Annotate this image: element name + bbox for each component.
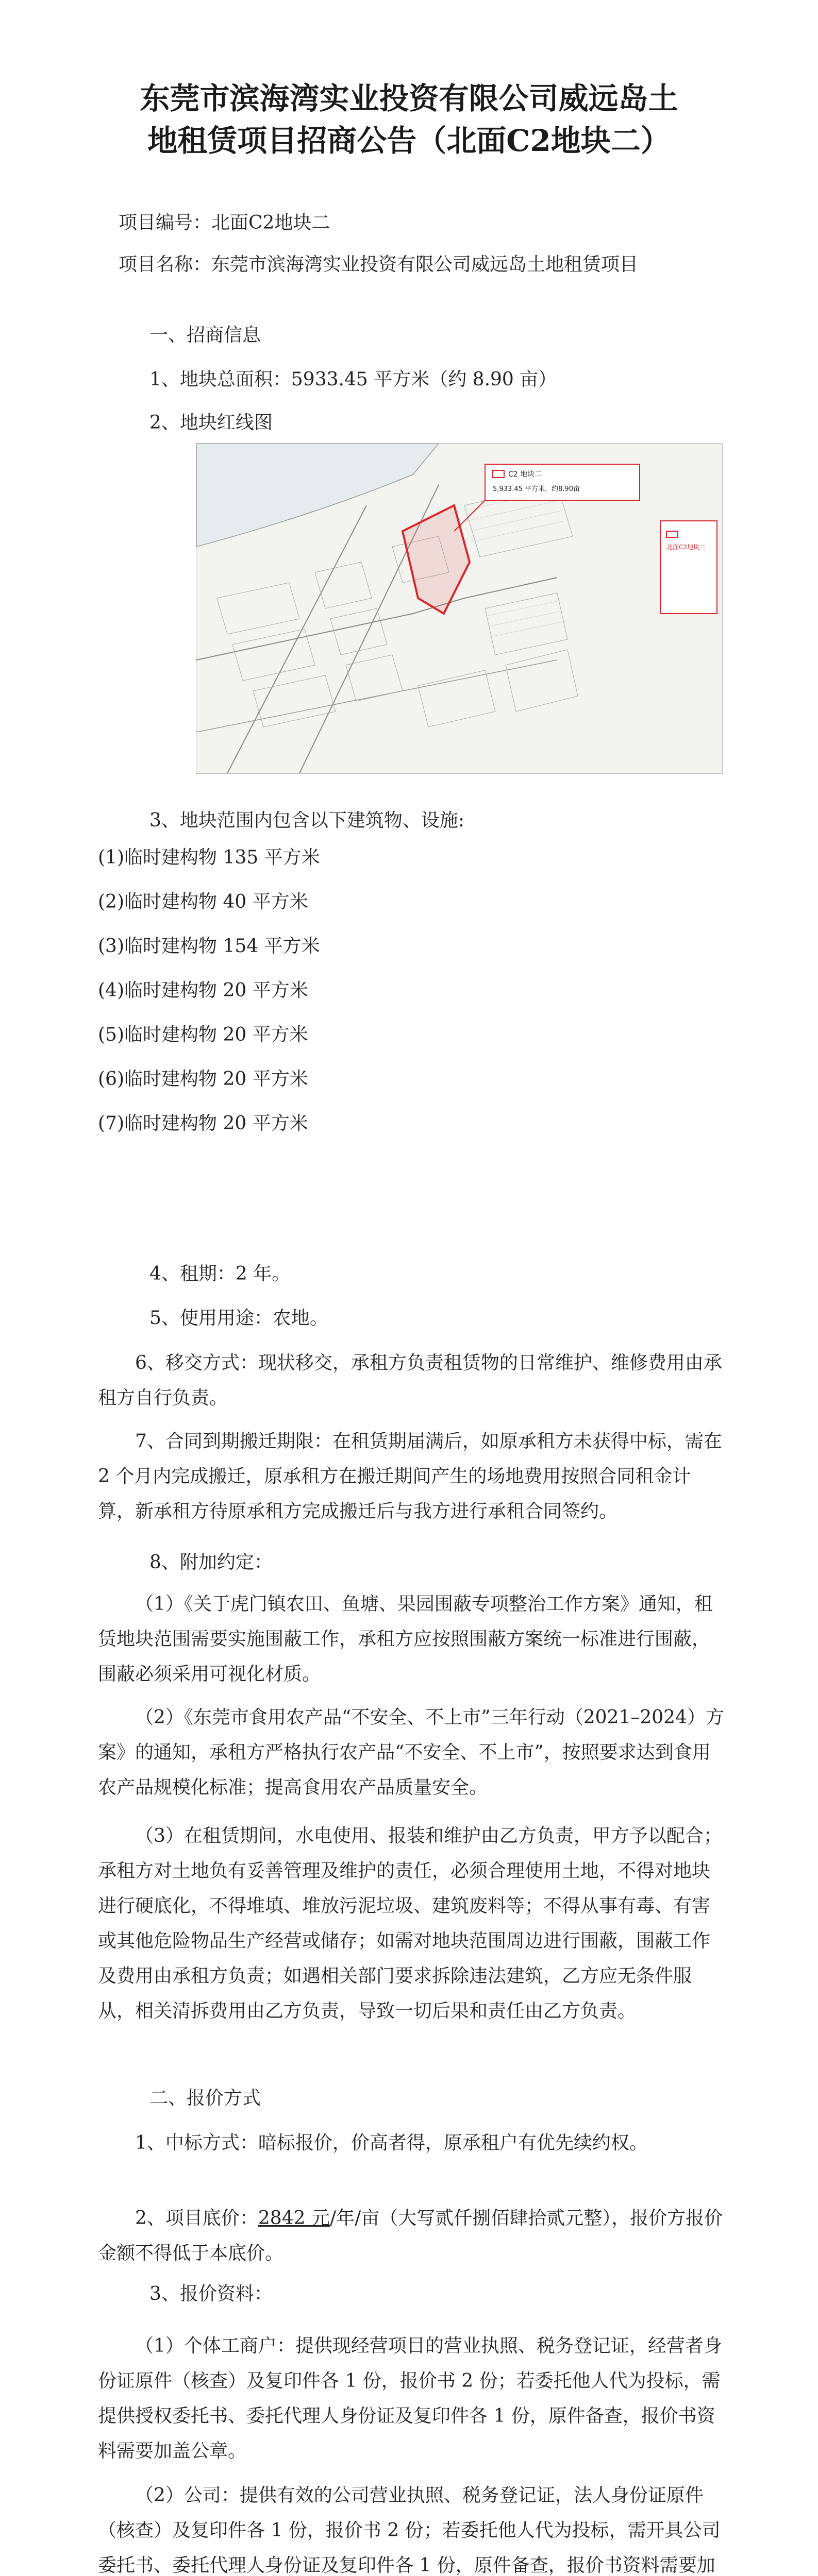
additional-terms-heading: 8、附加约定：	[149, 1552, 273, 1573]
building-item: (4)临时建构物 20 平方米	[98, 980, 308, 1001]
project-name: 项目名称：东莞市滨海湾实业投资有限公司威远岛土地租赁项目	[119, 254, 639, 275]
reserve-price-amount: 2842 元	[258, 2208, 330, 2229]
title-line-1: 东莞市滨海湾实业投资有限公司威远岛土	[140, 81, 678, 116]
red-line-map-heading: 2、地块红线图	[149, 412, 273, 433]
section-1-heading: 一、招商信息	[149, 325, 261, 346]
red-line-map	[196, 443, 723, 774]
reserve-price	[98, 2201, 727, 2271]
additional-term-3: （3）在租赁期间，水电使用、报装和维护由乙方负责，甲方予以配合；承租方对土地负有妥善管理及维护的责任，必须合理使用土地，不得对地块进行硬底化，不得堆填、堆放污泥垃圾、建筑废料等；不得从事有毒、有害或其他危险物品生产经营或储存；如需对地块范围周边进行围蔽，围蔽工作及费用由承租方负责；如遇相关部门要求拆除违法建筑，乙方应无条件服从，相关清拆费用由乙方负责，导致一切后果和责任由乙方负责。	[98, 1825, 722, 2022]
map-drawing	[196, 444, 722, 773]
legend-area: 5,933.45 平方米，约8.90亩	[493, 485, 580, 493]
relocation-deadline: 7、合同到期搬迁期限：在租赁期届满后，如原承租方未获得中标，需在 2 个月内完成搬迁，原承租方在搬迁期间产生的场地费用按照合同租金计算，新承租方待原承租方完成搬迁后与我方进行承租合同签约。	[98, 1431, 722, 1522]
building-item: (3)临时建构物 154 平方米	[98, 936, 320, 957]
land-area: 1、地块总面积：5933.45 平方米（约 8.90 亩）	[149, 369, 557, 390]
building-item: (2)临时建构物 40 平方米	[98, 891, 308, 912]
building-item: (5)临时建构物 20 平方米	[98, 1024, 308, 1045]
building-item: (1)临时建构物 135 平方米	[98, 847, 320, 868]
additional-term-1: （1）《关于虎门镇农田、鱼塘、果园围蔽专项整治工作方案》通知，租赁地块范围需要实施围蔽工作，承租方应按照围蔽方案统一标准进行围蔽，围蔽必须采用可视化材质。	[98, 1594, 713, 1685]
building-item: (7)临时建构物 20 平方米	[98, 1113, 308, 1134]
title-line-2: 地租赁项目招商公告（北面C2地块二）	[147, 123, 671, 158]
reserve-price-suffix: /年/亩（大写贰仟捌佰肆拾贰元整），报价方报价金额不得低于本底价。	[98, 2208, 723, 2264]
handover-method: 6、移交方式：现状移交，承租方负责租赁物的日常维护、维修费用由承租方自行负责。	[98, 1352, 722, 1409]
lease-term: 4、租期：2 年。	[149, 1263, 291, 1284]
bid-documents-heading: 3、报价资料：	[149, 2283, 273, 2304]
legend-title: C2 地块二	[508, 470, 542, 479]
bid-doc-individual: （1）个体工商户：提供现经营项目的营业执照、税务登记证，经营者身份证原件（核查）及复印件各 1 份，报价书 2 份；若委托他人代为投标，需提供授权委托书、委托代理人身份证及复印件各 1 份，原件备查，报价书资料需要加盖公章。	[98, 2335, 722, 2462]
building-item: (6)临时建构物 20 平方米	[98, 1069, 308, 1090]
additional-term-2: （2）《东莞市食用农产品“不安全、不上市”三年行动（2021–2024）方案》的通知，承租方严格执行农产品“不安全、不上市”，按照要求达到食用农产品规模化标准；提高食用农产品质量安全。	[98, 1707, 724, 1798]
bid-doc-company: （2）公司：提供有效的公司营业执照、税务登记证，法人身份证原件（核查）及复印件各 1 份，报价书 2 份；若委托他人代为投标，需开具公司委托书、委托代理人身份证及复印件各 1 份，原件备查，报价书资料需要加	[98, 2485, 721, 2576]
inset-label: 北面C2地块二	[666, 544, 706, 551]
reserve-price-prefix: 2、项目底价：	[135, 2208, 258, 2229]
section-2-heading: 二、报价方式	[149, 2088, 261, 2109]
bid-method: 1、中标方式：暗标报价，价高者得，原承租户有优先续约权。	[135, 2132, 648, 2154]
page-title	[62, 77, 756, 162]
project-number: 项目编号：北面C2地块二	[119, 212, 330, 233]
land-use: 5、使用用途：农地。	[149, 1308, 328, 1329]
buildings-heading: 3、地块范围内包含以下建筑物、设施:	[149, 810, 465, 831]
